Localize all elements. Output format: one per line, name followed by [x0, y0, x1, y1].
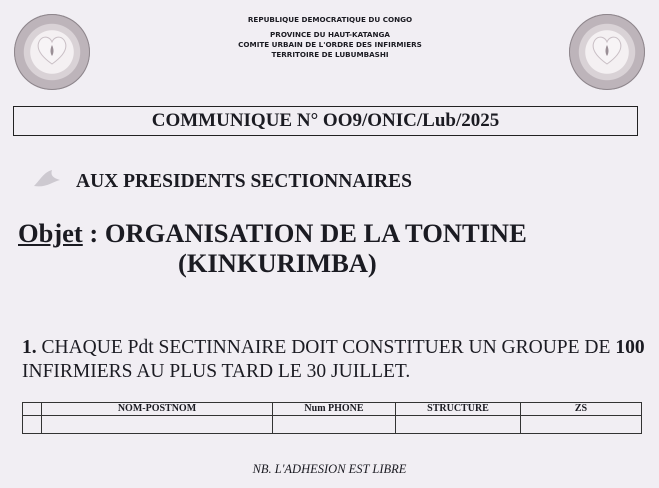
order-seal-logo-right	[569, 14, 645, 90]
table-cell	[23, 416, 42, 434]
letterhead-line-country: REPUBLIQUE DEMOCRATIQUE DU CONGO	[247, 15, 413, 24]
table-cell	[42, 416, 273, 434]
footer-note: NB. L'ADHESION EST LIBRE	[252, 462, 407, 476]
subject-label: Objet	[18, 218, 83, 248]
subject-separator: :	[82, 218, 105, 248]
heart-icon	[34, 32, 70, 68]
paragraph-text-1: CHAQUE Pdt SECTINNAIRE DOIT CONSTITUER UN GROUPE DE	[36, 337, 616, 358]
column-header-structure: STRUCTURE	[396, 403, 521, 416]
table-cell	[521, 416, 642, 434]
column-header-blank	[23, 403, 42, 416]
column-header-phone: Num PHONE	[273, 403, 396, 416]
letterhead-line-territory: TERRITOIRE DE LUBUMBASHI	[271, 50, 389, 59]
table-row	[23, 416, 642, 434]
letterhead-line-committee: COMITE URBAIN DE L'ORDRE DES INFIRMIERS	[238, 40, 422, 49]
heart-icon	[589, 32, 625, 68]
communique-title: COMMUNIQUE N° OO9/ONIC/Lub/2025	[13, 106, 638, 136]
table-cell	[396, 416, 521, 434]
subject-block	[18, 218, 527, 278]
subject-line-1: ORGANISATION DE LA TONTINE	[104, 218, 527, 248]
letterhead-line-province: PROVINCE DU HAUT-KATANGA	[270, 30, 390, 39]
recipients-heading: AUX PRESIDENTS SECTIONNAIRES	[76, 171, 412, 192]
column-header-name: NOM-POSTNOM	[42, 403, 273, 416]
column-header-zs: ZS	[521, 403, 642, 416]
subject-line-2: (KINKURIMBA)	[178, 248, 377, 278]
letterhead	[180, 15, 480, 60]
registration-table	[22, 402, 642, 434]
paragraph-number: 1.	[22, 337, 37, 358]
order-seal-logo-left	[14, 14, 90, 90]
instruction-paragraph	[22, 336, 647, 384]
paragraph-text-2: INFIRMIERS AU PLUS TARD LE 30 JUILLET.	[22, 361, 411, 382]
group-size: 100	[615, 337, 645, 358]
dove-watermark-icon	[32, 168, 62, 190]
table-header-row	[23, 403, 642, 416]
table-cell	[273, 416, 396, 434]
